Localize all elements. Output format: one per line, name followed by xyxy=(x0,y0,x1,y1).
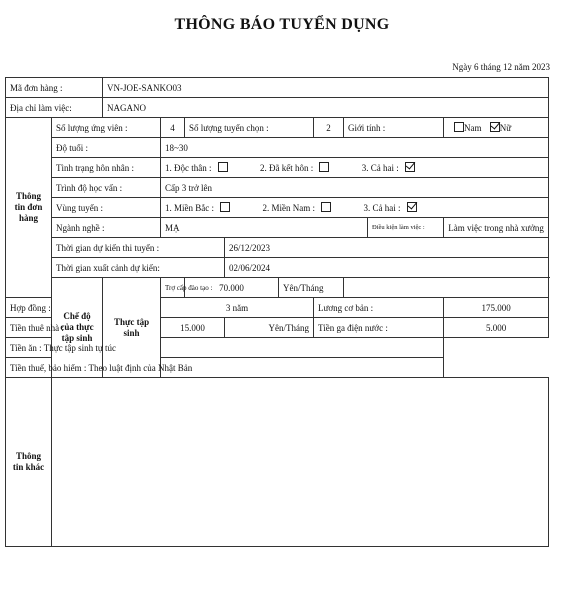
training-allowance-unit: Yên/Tháng xyxy=(279,278,344,298)
gender-options xyxy=(444,118,549,138)
work-condition-label: Điều kiện làm việc : xyxy=(368,218,444,238)
hires-value: 2 xyxy=(314,118,344,138)
regime-sub-label: Thực tập sinh xyxy=(103,278,161,378)
region-label: Vùng tuyển : xyxy=(52,198,161,218)
marital-single-checkbox[interactable] xyxy=(218,162,228,172)
exam-date-value: 26/12/2023 xyxy=(225,238,549,258)
tax-text: Tiền thuế, bảo hiểm : Theo luật định của Nhật Bản xyxy=(6,358,444,378)
order-code-row xyxy=(6,78,549,98)
age-label: Độ tuổi : xyxy=(52,138,161,158)
marital-married-checkbox[interactable] xyxy=(319,162,329,172)
recruitment-form xyxy=(5,77,549,547)
utilities-label: Tiền ga điện nước : xyxy=(314,318,444,338)
order-info-section-label: Thông tin đơn hàng xyxy=(6,118,52,298)
region-options xyxy=(161,198,549,218)
departure-date-value: 02/06/2024 xyxy=(225,258,549,278)
work-address-value: NAGANO xyxy=(103,98,549,118)
rent-value: 15.000 xyxy=(161,318,225,338)
region-row xyxy=(6,198,549,218)
tax-row xyxy=(6,358,549,378)
contract-value: 3 năm xyxy=(161,298,314,318)
departure-date-row xyxy=(6,258,549,278)
utilities-value: 5.000 xyxy=(444,318,549,338)
region-north-checkbox[interactable] xyxy=(220,202,230,212)
age-value: 18~30 xyxy=(161,138,549,158)
rent-label: Tiền thuê nhà : xyxy=(6,318,52,338)
marital-married-label: 2. Đã kết hôn : xyxy=(260,163,314,173)
contract-label: Hợp đồng : xyxy=(6,298,52,318)
region-south-label: 2. Miền Nam : xyxy=(262,203,316,213)
job-row xyxy=(6,218,549,238)
male-label: Nam xyxy=(464,123,482,133)
page-title: THÔNG BÁO TUYỂN DỤNG xyxy=(174,16,390,33)
other-info-content[interactable] xyxy=(52,378,549,547)
candidates-value: 4 xyxy=(161,118,185,138)
training-allowance-value: 70.000 xyxy=(185,278,279,298)
other-info-section-label: Thông tin khác xyxy=(6,378,52,547)
marital-both-label: 3. Cả hai : xyxy=(361,163,399,173)
base-salary-value: 175.000 xyxy=(444,298,549,318)
education-value: Cấp 3 trở lên xyxy=(161,178,549,198)
job-value: MẠ xyxy=(161,218,368,238)
rent-unit: Yên/Tháng xyxy=(225,318,314,338)
hires-label: Số lượng tuyển chọn : xyxy=(185,118,314,138)
region-both-checkbox[interactable] xyxy=(407,202,417,212)
marital-row xyxy=(6,158,549,178)
training-allowance-label: Trợ cấp đào tạo : xyxy=(161,278,185,298)
exam-date-row xyxy=(6,238,549,258)
exam-date-label: Thời gian dự kiến thi tuyển : xyxy=(52,238,225,258)
marital-label: Tình trạng hôn nhân : xyxy=(52,158,161,178)
education-row xyxy=(6,178,549,198)
training-allowance-blank xyxy=(344,278,549,298)
issue-date: Ngày 6 tháng 12 năm 2023 xyxy=(452,62,550,72)
marital-single-label: 1. Độc thân : xyxy=(165,163,212,173)
marital-options xyxy=(161,158,549,178)
region-south-checkbox[interactable] xyxy=(321,202,331,212)
other-info-row xyxy=(6,378,549,547)
education-label: Trình độ học vấn : xyxy=(52,178,161,198)
order-code-label: Mã đơn hàng : xyxy=(6,78,103,98)
work-condition-value: Làm việc trong nhà xưởng xyxy=(444,218,549,238)
job-label: Ngành nghề : xyxy=(52,218,161,238)
gender-label: Giới tính : xyxy=(344,118,444,138)
female-label: Nữ xyxy=(499,123,512,133)
age-row xyxy=(6,138,549,158)
candidates-label: Số lượng ứng viên : xyxy=(52,118,161,138)
base-salary-label: Lương cơ bản : xyxy=(314,298,444,318)
work-address-label: Địa chỉ làm việc: xyxy=(6,98,103,118)
regime-section-label: Chế độ của thực tập sinh xyxy=(52,278,103,378)
training-allowance-row xyxy=(6,278,549,298)
food-text: Tiền ăn : Thực tập sinh tự túc xyxy=(6,338,444,358)
region-north-label: 1. Miền Bắc : xyxy=(165,203,215,213)
region-both-label: 3. Cả hai : xyxy=(363,203,401,213)
order-code-value: VN-JOE-SANKO03 xyxy=(103,78,549,98)
marital-both-checkbox[interactable] xyxy=(405,162,415,172)
work-address-row xyxy=(6,98,549,118)
departure-date-label: Thời gian xuất cảnh dự kiến: xyxy=(52,258,225,278)
male-checkbox[interactable] xyxy=(454,122,464,132)
female-checkbox[interactable] xyxy=(490,122,500,132)
candidates-row xyxy=(6,118,549,138)
